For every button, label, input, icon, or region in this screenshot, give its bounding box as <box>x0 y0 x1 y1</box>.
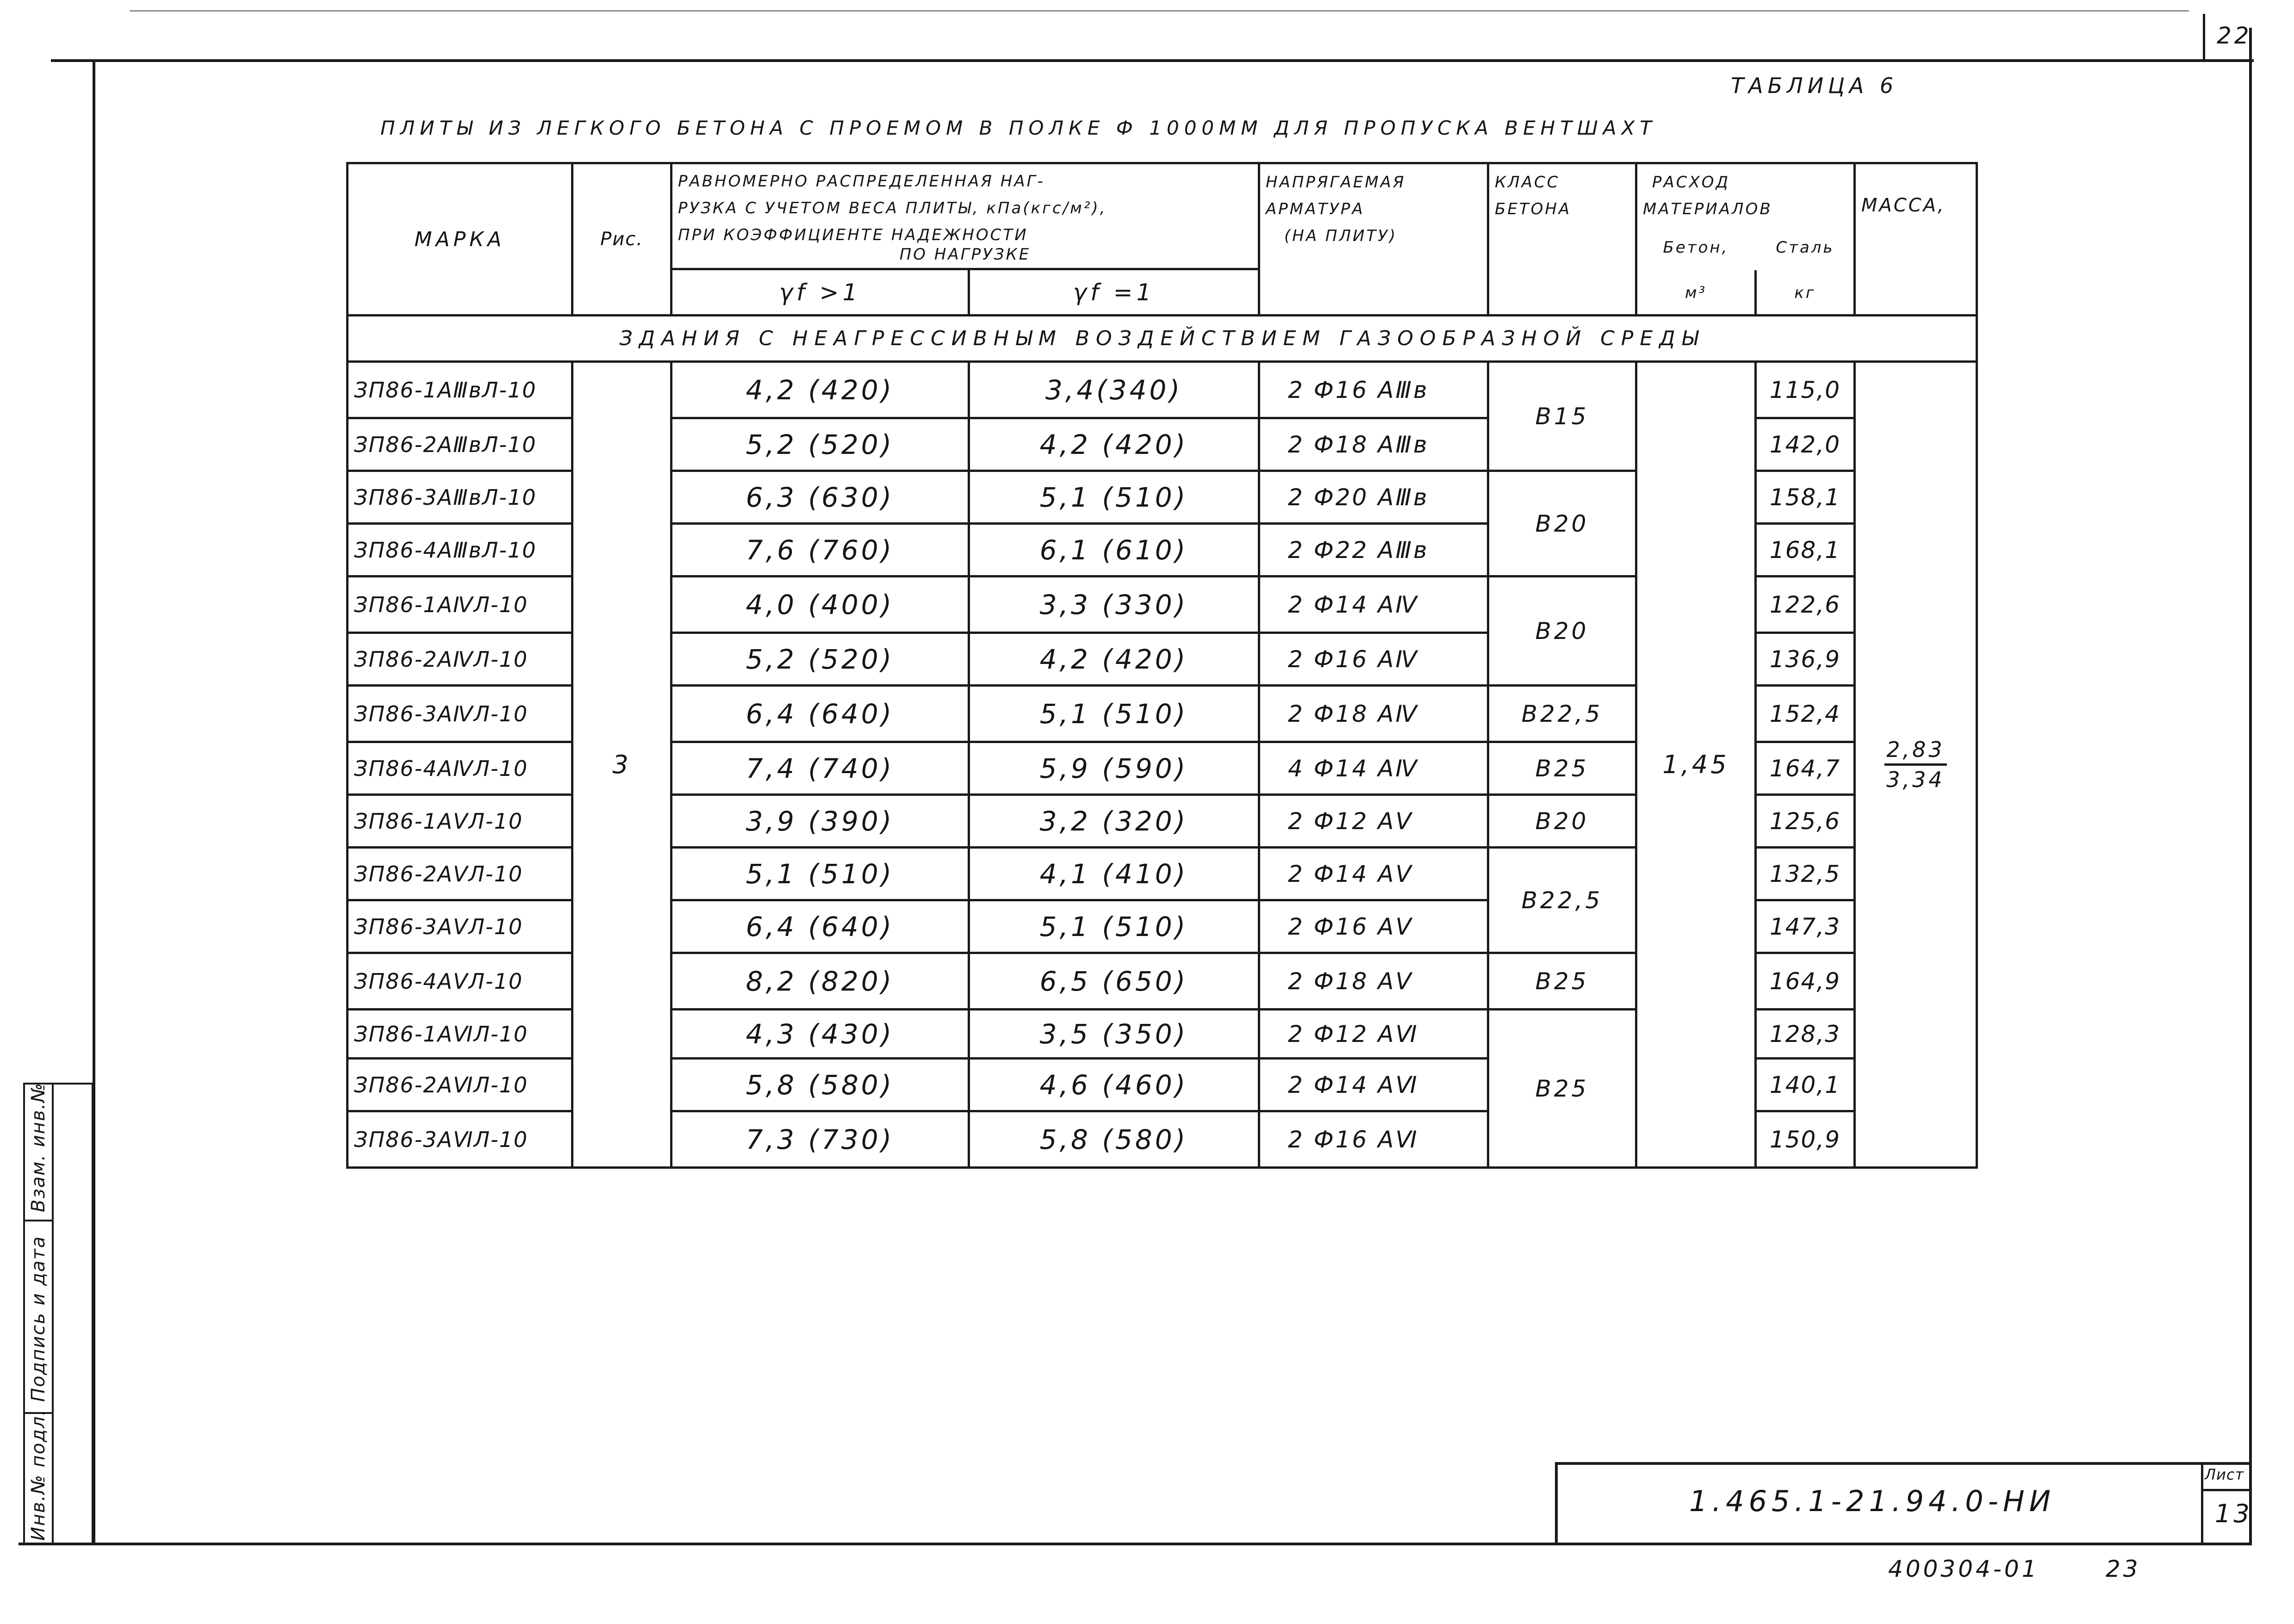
mass-top: 2,83 <box>1884 736 1946 766</box>
cell-load-gt1: 5,8 (580) <box>671 1059 969 1111</box>
cell-load-eq1: 4,2 (420) <box>969 633 1259 686</box>
header-load-line2: РУЗКА С УЧЕТОМ ВЕСА ПЛИТЫ, кПа(кгс/м²), <box>678 199 1107 217</box>
sheet-divider <box>2201 1489 2249 1491</box>
header-steel-label: Сталь <box>1776 238 1834 257</box>
header-rebar-line3: (НА ПЛИТУ) <box>1284 227 1398 245</box>
cell-class: В25 <box>1488 1010 1636 1168</box>
cell-load-eq1: 5,1 (510) <box>969 686 1259 742</box>
cell-steel: 147,3 <box>1756 900 1855 953</box>
cell-load-gt1: 6,3 (630) <box>671 471 969 524</box>
cell-load-eq1: 5,1 (510) <box>969 900 1259 953</box>
cell-steel: 136,9 <box>1756 633 1855 686</box>
cell-rebar: 2 Ф18 АⅢв <box>1259 418 1488 471</box>
cell-rebar: 2 Ф12 АⅤ <box>1259 795 1488 848</box>
table-row <box>348 362 1977 418</box>
cell-load-eq1: 5,8 (580) <box>969 1111 1259 1168</box>
cell-rebar: 2 Ф16 АⅢв <box>1259 362 1488 418</box>
header-class-line2: БЕТОНА <box>1495 200 1572 218</box>
cell-class: В20 <box>1488 576 1636 686</box>
header-fig: Рис. <box>572 163 671 316</box>
cell-load-eq1: 6,1 (610) <box>969 524 1259 576</box>
cell-load-eq1: 3,2 (320) <box>969 795 1259 848</box>
cell-load-gt1: 6,4 (640) <box>671 900 969 953</box>
cell-load-gt1: 8,2 (820) <box>671 953 969 1010</box>
cell-load-gt1: 7,6 (760) <box>671 524 969 576</box>
page-number: 22 <box>2217 22 2252 49</box>
stamp-inv-replace: Взам. инв.№ <box>28 1082 49 1212</box>
header-mass-label: МАССА, <box>1861 195 1946 216</box>
mass-fraction <box>1884 736 1946 793</box>
cell-rebar: 2 Ф16 АⅥ <box>1259 1111 1488 1168</box>
cell-rebar: 2 Ф14 АⅣ <box>1259 576 1488 633</box>
archive-suffix: 23 <box>2106 1556 2141 1582</box>
section-title: ЗДАНИЯ С НЕАГРЕССИВНЫМ ВОЗДЕЙСТВИЕМ ГАЗООБРАЗНОЙ СРЕДЫ <box>348 316 1977 362</box>
cell-steel: 158,1 <box>1756 471 1855 524</box>
cell-steel: 140,1 <box>1756 1059 1855 1111</box>
header-load-line3: ПРИ КОЭФФИЦИЕНТЕ НАДЕЖНОСТИ <box>678 226 1028 244</box>
sheet-number: 13 <box>2215 1499 2252 1528</box>
cell-rebar: 2 Ф18 АⅤ <box>1259 953 1488 1010</box>
cell-load-gt1: 5,2 (520) <box>671 418 969 471</box>
cell-mark: ЗП86-4АⅢвЛ-10 <box>348 524 572 576</box>
cell-load-gt1: 5,1 (510) <box>671 848 969 900</box>
plates-table <box>346 162 1978 1169</box>
header-consumption-line1: РАСХОД <box>1652 173 1730 192</box>
header-steel <box>1756 238 1855 316</box>
header-gamma-gt1: γf >1 <box>671 269 969 316</box>
cell-mark: ЗП86-4АⅣЛ-10 <box>348 742 572 795</box>
header-steel-unit: кг <box>1794 283 1816 302</box>
cell-load-eq1: 4,1 (410) <box>969 848 1259 900</box>
header-gamma-eq1: γf =1 <box>969 269 1259 316</box>
cell-load-eq1: 6,5 (650) <box>969 953 1259 1010</box>
cell-steel: 115,0 <box>1756 362 1855 418</box>
stamp-inv-orig: Инв.№ подл. <box>28 1408 49 1541</box>
top-line <box>51 59 2254 62</box>
cell-mark: ЗП86-3АⅢвЛ-10 <box>348 471 572 524</box>
cell-load-gt1: 6,4 (640) <box>671 686 969 742</box>
cell-rebar: 2 Ф22 АⅢв <box>1259 524 1488 576</box>
cell-rebar: 2 Ф18 АⅣ <box>1259 686 1488 742</box>
cell-load-eq1: 5,9 (590) <box>969 742 1259 795</box>
header-load <box>671 163 1259 269</box>
cell-steel: 152,4 <box>1756 686 1855 742</box>
cell-load-gt1: 4,0 (400) <box>671 576 969 633</box>
cell-load-eq1: 5,1 (510) <box>969 471 1259 524</box>
table-label: ТАБЛИЦА 6 <box>1731 73 1898 98</box>
mass-bottom: 3,34 <box>1886 767 1945 792</box>
cell-mark: ЗП86-1АⅢвЛ-10 <box>348 362 572 418</box>
cell-mark: ЗП86-3АⅥЛ-10 <box>348 1111 572 1168</box>
cell-load-eq1: 3,5 (350) <box>969 1010 1259 1059</box>
cell-load-eq1: 4,6 (460) <box>969 1059 1259 1111</box>
cell-load-eq1: 4,2 (420) <box>969 418 1259 471</box>
cell-class: В20 <box>1488 795 1636 848</box>
cell-load-eq1: 3,3 (330) <box>969 576 1259 633</box>
cell-class: В22,5 <box>1488 848 1636 953</box>
cell-mark: ЗП86-1АⅣЛ-10 <box>348 576 572 633</box>
header-rebar-line1: НАПРЯГАЕМАЯ <box>1266 173 1406 192</box>
header-load-line4: ПО НАГРУЗКЕ <box>899 245 1031 264</box>
cell-class: В15 <box>1488 362 1636 471</box>
header-class-line1: КЛАСС <box>1495 173 1560 192</box>
header-class <box>1488 163 1636 316</box>
doc-code: 1.465.1-21.94.0-НИ <box>1689 1484 2056 1518</box>
cell-rebar: 2 Ф16 АⅤ <box>1259 900 1488 953</box>
cell-mark: ЗП86-1АⅤЛ-10 <box>348 795 572 848</box>
cell-steel: 164,9 <box>1756 953 1855 1010</box>
header-rebar <box>1259 163 1488 316</box>
cell-rebar: 2 Ф12 АⅥ <box>1259 1010 1488 1059</box>
cell-steel: 122,6 <box>1756 576 1855 633</box>
cell-rebar: 2 Ф14 АⅥ <box>1259 1059 1488 1111</box>
cell-mark: ЗП86-1АⅥЛ-10 <box>348 1010 572 1059</box>
header-consumption-line2: МАТЕРИАЛОВ <box>1643 200 1772 218</box>
cell-mark: ЗП86-2АⅥЛ-10 <box>348 1059 572 1111</box>
stamp-right-column <box>52 1083 93 1545</box>
cell-mark: ЗП86-3АⅣЛ-10 <box>348 686 572 742</box>
cell-rebar: 2 Ф14 АⅤ <box>1259 848 1488 900</box>
cell-load-gt1: 4,3 (430) <box>671 1010 969 1059</box>
cell-mass <box>1855 362 1977 1168</box>
header-concrete <box>1636 238 1756 316</box>
header-mark: МАРКА <box>348 163 572 316</box>
cell-load-gt1: 4,2 (420) <box>671 362 969 418</box>
cell-mark: ЗП86-4АⅤЛ-10 <box>348 953 572 1010</box>
header-rebar-line2: АРМАТУРА <box>1266 200 1365 218</box>
header-mass <box>1855 163 1977 316</box>
cell-steel: 150,9 <box>1756 1111 1855 1168</box>
cell-steel: 168,1 <box>1756 524 1855 576</box>
cell-steel: 164,7 <box>1756 742 1855 795</box>
cell-mark: ЗП86-3АⅤЛ-10 <box>348 900 572 953</box>
cell-concrete: 1,45 <box>1636 362 1756 1168</box>
right-frame-line <box>2249 28 2252 1545</box>
cell-steel: 132,5 <box>1756 848 1855 900</box>
cell-load-eq1: 3,4(340) <box>969 362 1259 418</box>
cell-rebar: 2 Ф20 АⅢв <box>1259 471 1488 524</box>
cell-class: В22,5 <box>1488 686 1636 742</box>
archive-number: 400304-01 <box>1888 1556 2039 1582</box>
cell-steel: 142,0 <box>1756 418 1855 471</box>
cell-class: В25 <box>1488 953 1636 1010</box>
header-concrete-unit: м³ <box>1685 283 1707 302</box>
cell-rebar: 4 Ф14 АⅣ <box>1259 742 1488 795</box>
cell-load-gt1: 7,3 (730) <box>671 1111 969 1168</box>
top-scan-line <box>130 10 2189 12</box>
header-concrete-label: Бетон, <box>1663 238 1729 257</box>
cell-class: В20 <box>1488 471 1636 576</box>
cell-rebar: 2 Ф16 АⅣ <box>1259 633 1488 686</box>
table-title: ПЛИТЫ ИЗ ЛЕГКОГО БЕТОНА С ПРОЕМОМ В ПОЛКЕ Ф 1000ММ ДЛЯ ПРОПУСКА ВЕНТШАХТ <box>380 117 1657 139</box>
cell-load-gt1: 5,2 (520) <box>671 633 969 686</box>
cell-load-gt1: 7,4 (740) <box>671 742 969 795</box>
stamp-sign-date: Подпись и дата <box>28 1235 49 1402</box>
cell-mark: ЗП86-2АⅤЛ-10 <box>348 848 572 900</box>
sheet-label: Лист <box>2205 1466 2244 1483</box>
cell-steel: 125,6 <box>1756 795 1855 848</box>
cell-steel: 128,3 <box>1756 1010 1855 1059</box>
cell-fig: 3 <box>572 362 671 1168</box>
cell-load-gt1: 3,9 (390) <box>671 795 969 848</box>
cell-mark: ЗП86-2АⅢвЛ-10 <box>348 418 572 471</box>
cell-mark: ЗП86-2АⅣЛ-10 <box>348 633 572 686</box>
cell-class: В25 <box>1488 742 1636 795</box>
header-load-line1: РАВНОМЕРНО РАСПРЕДЕЛЕННАЯ НАГ- <box>678 172 1045 191</box>
